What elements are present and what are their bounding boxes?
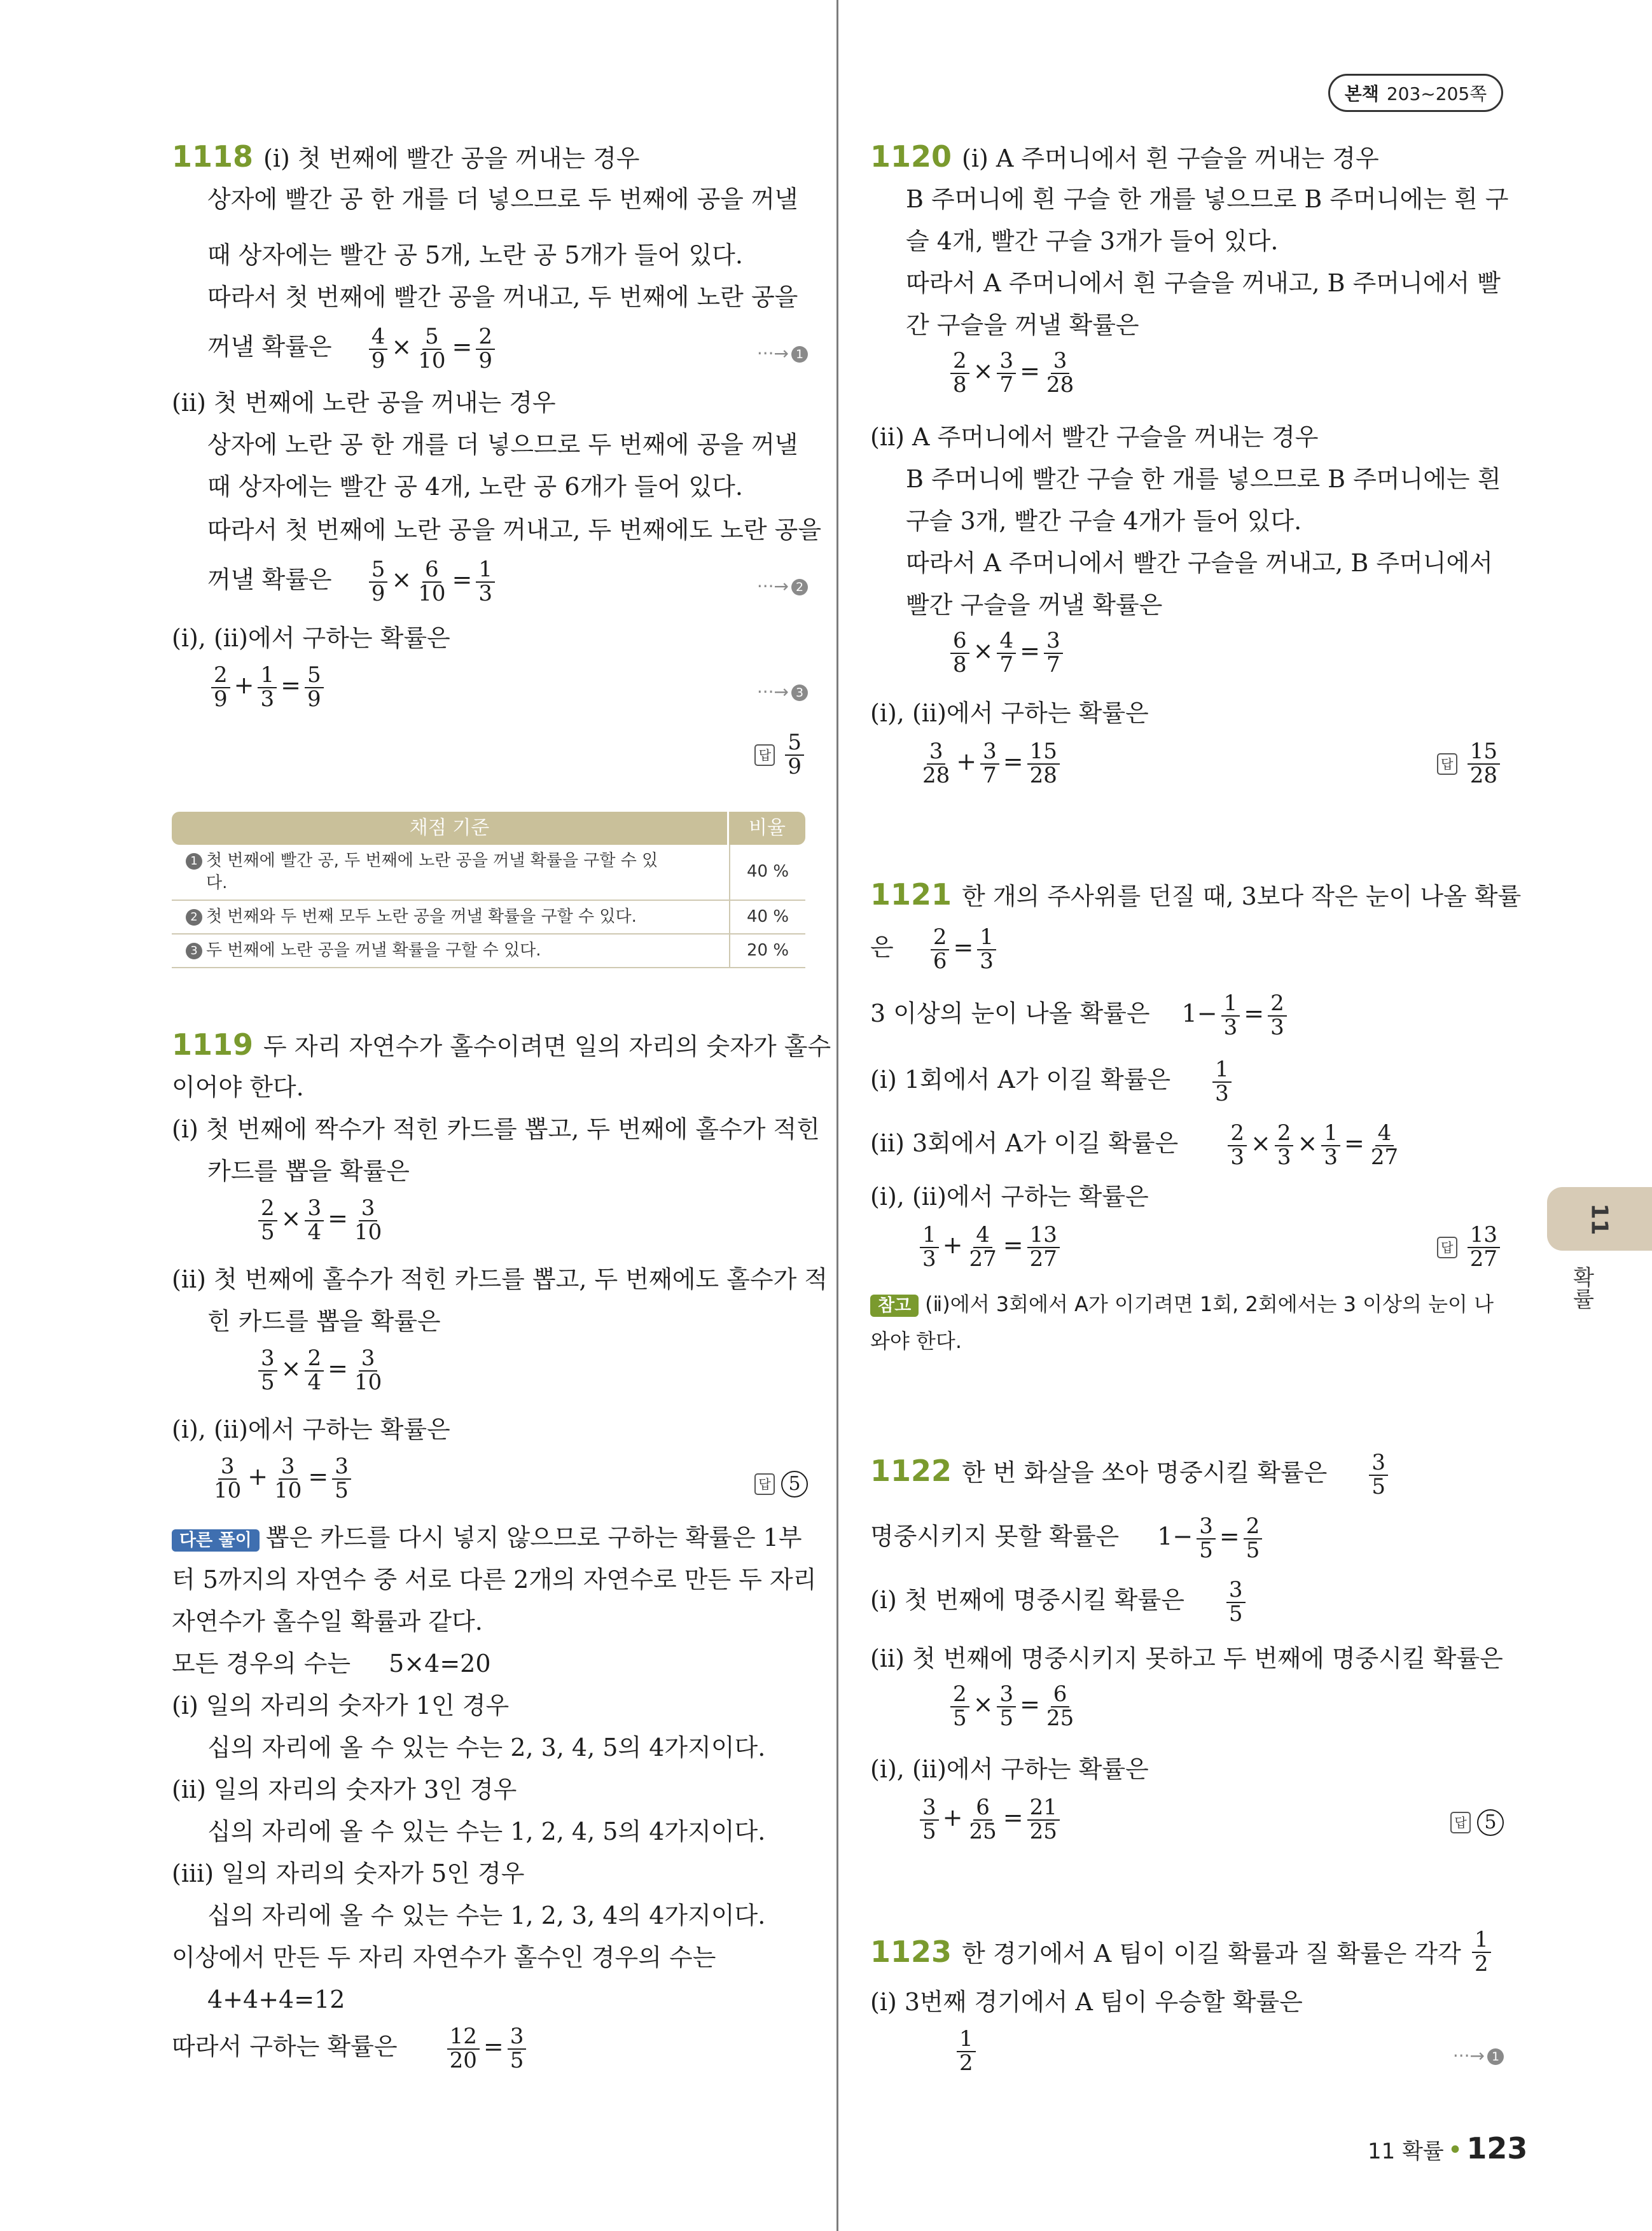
- answer-icon: 답: [1437, 1237, 1457, 1258]
- text-line: 슬 4개, 빨간 구슬 3개가 들어 있다.: [906, 227, 1279, 255]
- page-footer: 11 확률 • 123: [1368, 2131, 1528, 2165]
- problem-1118-line-1: 1118 (ⅰ) 첫 번째에 빨간 공을 꺼내는 경우: [172, 139, 640, 174]
- text-line: 4+4+4=12: [207, 1985, 345, 2013]
- text-line: B 주머니에 빨간 구슬 한 개를 넣으므로 B 주머니에는 흰: [906, 465, 1501, 493]
- text-line: 이상에서 만든 두 자리 자연수가 홀수인 경우의 수는: [172, 1943, 716, 1971]
- equation-line: (ⅰ) 1회에서 A가 이길 확률은 $\frac{1}{3}$: [870, 1059, 1235, 1105]
- answer-icon: 답: [754, 744, 775, 766]
- equation-line: $\frac{1}{3}$ + $\frac{4}{27}$ = $\frac{13}{27}$: [916, 1224, 1064, 1270]
- text-line: 때 상자에는 빨간 공 4개, 노란 공 6개가 들어 있다.: [207, 473, 743, 501]
- text-line: (ⅰ) 일의 자리의 숫자가 1인 경우: [172, 1692, 510, 1720]
- text-line: 십의 자리에 올 수 있는 수는 2, 3, 4, 5의 4가지이다.: [207, 1734, 766, 1762]
- step-marker: ···→ 3: [757, 682, 808, 702]
- problem-1121-line-1: 1121 한 개의 주사위를 던질 때, 3보다 작은 눈이 나올 확률: [870, 877, 1522, 912]
- equation-line: (ⅰ) 첫 번째에 명중시킬 확률은 $\frac{3}{5}$: [870, 1579, 1249, 1625]
- column-divider: [836, 0, 838, 2231]
- equation-line: $\frac{3}{10}$ + $\frac{3}{10}$ = $\frac{3}{5}$: [207, 1456, 355, 1502]
- equation-line: 따라서 구하는 확률은 $\frac{12}{20}$ = $\frac{3}{5}$: [172, 2026, 530, 2072]
- table-header-ratio: 비율: [729, 812, 805, 845]
- reference-pages: 203~205쪽: [1386, 83, 1487, 104]
- text-line: 이어야 한다.: [172, 1073, 304, 1101]
- reference-label: 본책: [1344, 83, 1379, 104]
- equation-line: $\frac{6}{8}$ × $\frac{4}{7}$ = $\frac{3}{7}$: [947, 630, 1067, 676]
- text-line: 구슬 3개, 빨간 구슬 4개가 들어 있다.: [906, 507, 1302, 535]
- step-marker: ···→ 1: [1453, 2046, 1504, 2066]
- problem-number: 1120: [870, 139, 952, 174]
- equation-line: 은 $\frac{2}{6}$ = $\frac{1}{3}$: [870, 926, 1000, 973]
- problem-1120-line-1: 1120 (ⅰ) A 주머니에서 흰 구슬을 꺼내는 경우: [870, 139, 1379, 174]
- text-line: 빨간 구슬을 꺼낼 확률은: [906, 591, 1163, 619]
- text-line: 간 구슬을 꺼낼 확률은: [906, 311, 1139, 339]
- text-line: 자연수가 홀수일 확률과 같다.: [172, 1608, 483, 1636]
- text-line: (ⅰ), (ⅱ)에서 구하는 확률은: [172, 1415, 450, 1443]
- page-reference: [1328, 74, 1503, 112]
- equation-line: $\frac{3}{5}$ + $\frac{6}{25}$ = $\frac{21}{25}$: [916, 1797, 1064, 1843]
- equation-line: $\frac{3}{5}$ × $\frac{2}{4}$ = $\frac{3}{10}$: [254, 1347, 388, 1394]
- problem-number: 1123: [870, 1935, 952, 1969]
- note-badge: 참고: [870, 1295, 919, 1317]
- answer-1120: 답 $\frac{15}{28}$: [1437, 740, 1504, 787]
- equation-line: 꺼낼 확률은 $\frac{4}{9}$ × $\frac{5}{10}$ = $\frac{2}{9}$: [207, 326, 499, 372]
- equation-line: $\frac{2}{9}$ + $\frac{1}{3}$ = $\frac{5}{9}$: [207, 664, 328, 711]
- text-line: 십의 자리에 올 수 있는 수는 1, 2, 4, 5의 4가지이다.: [207, 1817, 766, 1845]
- equation-line: $\frac{2}{5}$ × $\frac{3}{5}$ = $\frac{6}{25}$: [947, 1683, 1080, 1730]
- text-line: (ⅰ), (ⅱ)에서 구하는 확률은: [870, 1755, 1149, 1783]
- step-marker: ···→ 1: [757, 344, 808, 364]
- alternative-solution-line: 다른 풀이 뽑은 카드를 다시 넣지 않으므로 구하는 확률은 1부: [172, 1524, 802, 1552]
- text-line: 상자에 빨간 공 한 개를 더 넣으므로 두 번째에 공을 꺼낼: [207, 185, 798, 213]
- equation-line: $\frac{2}{5}$ × $\frac{3}{4}$ = $\frac{3}{10}$: [254, 1197, 388, 1244]
- equation-line: 명중시키지 못할 확률은 1− $\frac{3}{5}$ = $\frac{2}{5}$: [870, 1515, 1266, 1562]
- text-line: 힌 카드를 뽑을 확률은: [207, 1307, 441, 1335]
- equation-line: 3 이상의 눈이 나올 확률은 1− $\frac{1}{3}$ = $\frac{2}{3}$: [870, 992, 1291, 1039]
- text-line: 십의 자리에 올 수 있는 수는 1, 2, 3, 4의 4가지이다.: [207, 1901, 766, 1929]
- problem-number: 1119: [172, 1027, 254, 1062]
- equation-line: $\frac{2}{8}$ × $\frac{3}{7}$ = $\frac{3}{28}$: [947, 350, 1080, 396]
- text-line: 모든 경우의 수는 5×4=20: [172, 1650, 491, 1678]
- answer-icon: 답: [754, 1473, 775, 1495]
- note-line: 참고 (ⅱ)에서 3회에서 A가 이기려면 1회, 2회에서는 3 이상의 눈이 나: [870, 1293, 1494, 1317]
- problem-number: 1122: [870, 1454, 952, 1489]
- equation-line: $\frac{1}{2}$: [953, 2028, 980, 2075]
- text-line: (ⅱ) 첫 번째에 노란 공을 꺼내는 경우: [172, 389, 556, 417]
- text-line: (ⅰ), (ⅱ)에서 구하는 확률은: [172, 624, 450, 652]
- table-row: 2 첫 번째와 두 번째 모두 노란 공을 꺼낼 확률을 구할 수 있다. 40 %: [172, 901, 805, 935]
- equation-line: (ⅱ) 3회에서 A가 이길 확률은 $\frac{2}{3}$ × $\frac{2}{3}$ × $\frac{1}{3}$ = $\frac{4}{27}$: [870, 1120, 1399, 1170]
- equation-line: 꺼낼 확률은 $\frac{5}{9}$ × $\frac{6}{10}$ = $\frac{1}{3}$: [207, 559, 499, 605]
- text-line: 따라서 첫 번째에 노란 공을 꺼내고, 두 번째에도 노란 공을: [207, 516, 822, 544]
- text-line: (ⅱ) A 주머니에서 빨간 구슬을 꺼내는 경우: [870, 423, 1319, 451]
- alt-solution-badge: 다른 풀이: [172, 1529, 260, 1552]
- text-line: (ⅱ) 일의 자리의 숫자가 3인 경우: [172, 1776, 517, 1804]
- equation-line: $\frac{1}{2}$: [1468, 1929, 1495, 1975]
- text-line: (ⅰ) 첫 번째에 짝수가 적힌 카드를 뽑고, 두 번째에 홀수가 적힌: [172, 1115, 820, 1143]
- text-line: 따라서 첫 번째에 빨간 공을 꺼내고, 두 번째에 노란 공을: [207, 283, 798, 311]
- text-line: 따라서 A 주머니에서 흰 구슬을 꺼내고, B 주머니에서 빨: [906, 269, 1501, 297]
- grading-table: [172, 812, 805, 968]
- problem-1123-line-1: 1123 한 경기에서 A 팀이 이길 확률과 질 확률은 각각: [870, 1935, 1461, 1969]
- table-row: 3 두 번째에 노란 공을 꺼낼 확률을 구할 수 있다. 20 %: [172, 935, 805, 968]
- chapter-side-label: 확률: [1569, 1266, 1594, 1309]
- page-number: 123: [1466, 2131, 1528, 2165]
- text-line: 때 상자에는 빨간 공 5개, 노란 공 5개가 들어 있다.: [207, 241, 743, 269]
- text-line: 카드를 뽑을 확률은: [207, 1157, 410, 1185]
- answer-icon: 답: [1450, 1812, 1471, 1833]
- chapter-side-tab: 11: [1547, 1187, 1652, 1251]
- answer-1122: 답 5: [1450, 1809, 1504, 1836]
- step-marker: ···→ 2: [757, 576, 808, 597]
- text-line: B 주머니에 흰 구슬 한 개를 넣으므로 B 주머니에는 흰 구: [906, 185, 1509, 213]
- answer-1121: 답 $\frac{13}{27}$: [1437, 1224, 1504, 1270]
- answer-1119: 답 5: [754, 1471, 808, 1498]
- answer-1118: 답 $\frac{5}{9}$: [754, 732, 808, 778]
- equation-line: $\frac{3}{28}$ + $\frac{3}{7}$ = $\frac{15}{28}$: [916, 740, 1064, 787]
- text-line: (ⅱ) 첫 번째에 명중시키지 못하고 두 번째에 명중시킬 확률은: [870, 1644, 1503, 1672]
- text-line: 터 5까지의 자연수 중 서로 다른 2개의 자연수로 만든 두 자리: [172, 1566, 817, 1594]
- problem-number: 1118: [172, 139, 254, 174]
- problem-1119-line-1: 1119 두 자리 자연수가 홀수이려면 일의 자리의 숫자가 홀수: [172, 1027, 831, 1062]
- text-line: (ⅰ), (ⅱ)에서 구하는 확률은: [870, 1183, 1149, 1211]
- text-line: (ⅲ) 일의 자리의 숫자가 5인 경우: [172, 1859, 525, 1887]
- table-row: 1 첫 번째에 빨간 공, 두 번째에 노란 공을 꺼낼 확률을 구할 수 있 다. 40 %: [172, 845, 805, 901]
- problem-1122-line-1: 1122 한 번 화살을 쏘아 명중시킬 확률은 $\frac{3}{5}$: [870, 1452, 1392, 1498]
- text-line: (ⅱ) 첫 번째에 홀수가 적힌 카드를 뽑고, 두 번째에도 홀수가 적: [172, 1265, 828, 1293]
- footer-chapter: 11 확률: [1368, 2139, 1444, 2164]
- table-header-criteria: 채점 기준: [172, 812, 727, 845]
- note-line: 와야 한다.: [870, 1329, 962, 1353]
- text-line: (ⅰ) 3번째 경기에서 A 팀이 우승할 확률은: [870, 1988, 1303, 2016]
- problem-number: 1121: [870, 877, 952, 912]
- text-line: 따라서 A 주머니에서 빨간 구슬을 꺼내고, B 주머니에서: [906, 549, 1493, 577]
- answer-icon: 답: [1437, 753, 1457, 775]
- text-line: 상자에 노란 공 한 개를 더 넣으므로 두 번째에 공을 꺼낼: [207, 431, 798, 459]
- text-line: (ⅰ), (ⅱ)에서 구하는 확률은: [870, 699, 1149, 727]
